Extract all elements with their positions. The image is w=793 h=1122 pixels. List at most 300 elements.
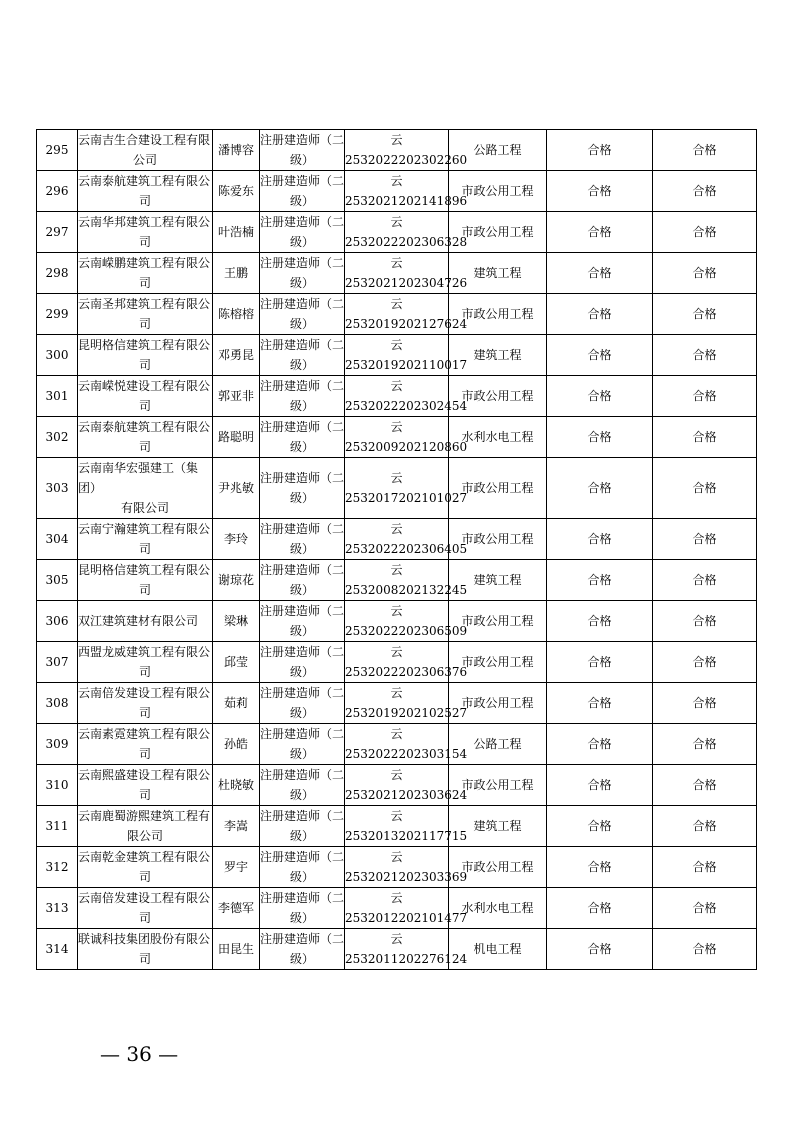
certificate-number: 2532022202306328	[345, 235, 468, 249]
company-cell	[78, 888, 213, 929]
company-name-line2: 司	[138, 747, 151, 761]
person-name-cell	[213, 253, 260, 294]
row-number-cell	[37, 294, 78, 335]
specialty: 市政公用工程	[461, 696, 534, 710]
company-name-line2: 司	[138, 235, 151, 249]
certificate-number: 2532011202276124	[345, 952, 468, 966]
qualification-line1: 注册建造师（二	[260, 891, 345, 905]
table-row	[37, 683, 757, 724]
result-2: 合格	[692, 430, 717, 444]
result-cell-1	[547, 335, 653, 376]
qualification-line1: 注册建造师（二	[260, 133, 345, 147]
qualification-line1: 注册建造师（二	[260, 338, 345, 352]
specialty: 水利水电工程	[461, 430, 534, 444]
row-number: 311	[45, 819, 69, 833]
specialty: 市政公用工程	[461, 225, 534, 239]
result-1: 合格	[587, 307, 612, 321]
company-name-line1: 联诚科技集团股份有限公	[78, 932, 211, 946]
company-cell	[78, 683, 213, 724]
result-cell-2	[653, 376, 757, 417]
company-name-line2: 司	[138, 194, 151, 208]
result-cell-2	[653, 888, 757, 929]
qualification-cell	[260, 458, 345, 519]
table-row	[37, 847, 757, 888]
result-1: 合格	[587, 143, 612, 157]
result-cell-2	[653, 560, 757, 601]
certificate-cell	[345, 683, 468, 724]
result-2: 合格	[692, 266, 717, 280]
company-cell	[78, 458, 213, 519]
company-name-line1: 云南倍发建设工程有限公	[78, 686, 211, 700]
person-name: 郭亚非	[217, 389, 254, 403]
qualification-cell	[260, 888, 345, 929]
company-name-line2: 司	[138, 317, 151, 331]
person-name-cell	[213, 417, 260, 458]
result-2: 合格	[692, 942, 717, 956]
person-name-cell	[213, 601, 260, 642]
result-cell-1	[547, 560, 653, 601]
qualification-cell	[260, 560, 345, 601]
row-number: 313	[45, 901, 69, 915]
company-cell	[78, 806, 213, 847]
row-number-cell	[37, 458, 78, 519]
certificate-cell	[345, 212, 468, 253]
table-row	[37, 642, 757, 683]
certificate-cell	[345, 929, 468, 970]
company-cell	[78, 847, 213, 888]
qualification-cell	[260, 212, 345, 253]
result-cell-1	[547, 683, 653, 724]
company-name-line2: 司	[138, 911, 151, 925]
company-cell	[78, 765, 213, 806]
result-cell-2	[653, 171, 757, 212]
person-name-cell	[213, 929, 260, 970]
qualification-line2: 级）	[289, 235, 314, 249]
person-name-cell	[213, 888, 260, 929]
certificate-number: 2532021202304726	[345, 276, 468, 290]
qualification-line2: 级）	[289, 399, 314, 413]
row-number-cell	[37, 806, 78, 847]
qualification-line1: 注册建造师（二	[260, 850, 345, 864]
certificate-number: 2532022202303154	[345, 747, 468, 761]
table-row	[37, 417, 757, 458]
table-row	[37, 519, 757, 560]
qualification-cell	[260, 376, 345, 417]
qualification-line1: 注册建造师（二	[260, 686, 345, 700]
company-name-line2: 有限公司	[120, 501, 169, 515]
company-name-line1: 云南泰航建筑工程有限公	[78, 174, 211, 188]
qualification-line2: 级）	[289, 911, 314, 925]
result-cell-1	[547, 601, 653, 642]
company-cell	[78, 171, 213, 212]
certificate-prefix: 云	[390, 932, 403, 946]
row-number-cell	[37, 376, 78, 417]
row-number: 310	[45, 778, 69, 792]
qualification-line2: 级）	[289, 829, 314, 843]
certificate-cell	[345, 806, 468, 847]
certificate-number: 2532022202302260	[345, 153, 468, 167]
person-name: 路聪明	[217, 430, 254, 444]
result-cell-2	[653, 765, 757, 806]
result-cell-1	[547, 417, 653, 458]
company-cell	[78, 560, 213, 601]
company-name-line2: 司	[138, 583, 151, 597]
qualification-cell	[260, 806, 345, 847]
row-number-cell	[37, 335, 78, 376]
person-name: 陈榕榕	[217, 307, 254, 321]
row-number: 314	[45, 942, 69, 956]
person-name: 梁琳	[223, 614, 248, 628]
result-2: 合格	[692, 184, 717, 198]
qualification-line2: 级）	[289, 440, 314, 454]
row-number: 302	[45, 430, 69, 444]
company-name-line1: 云南华邦建筑工程有限公	[78, 215, 211, 229]
qualification-cell	[260, 683, 345, 724]
qualification-line1: 注册建造师（二	[260, 420, 345, 434]
company-cell	[78, 335, 213, 376]
company-name-line1: 云南圣邦建筑工程有限公	[78, 297, 211, 311]
result-cell-1	[547, 765, 653, 806]
result-2: 合格	[692, 819, 717, 833]
person-name-cell	[213, 335, 260, 376]
company-name-line1: 云南南华宏强建工（集团）	[78, 461, 199, 495]
row-number: 296	[45, 184, 69, 198]
certificate-prefix: 云	[390, 727, 403, 741]
row-number-cell	[37, 642, 78, 683]
certificate-prefix: 云	[390, 645, 403, 659]
qualification-cell	[260, 929, 345, 970]
person-name: 李嵩	[223, 819, 248, 833]
result-cell-1	[547, 806, 653, 847]
result-cell-2	[653, 519, 757, 560]
row-number: 305	[45, 573, 69, 587]
company-name-line1: 云南倍发建设工程有限公	[78, 891, 211, 905]
table-row	[37, 130, 757, 171]
person-name-cell	[213, 847, 260, 888]
result-2: 合格	[692, 614, 717, 628]
row-number-cell	[37, 253, 78, 294]
certificate-number: 2532008202132245	[345, 583, 468, 597]
result-2: 合格	[692, 481, 717, 495]
qualification-line1: 注册建造师（二	[260, 645, 345, 659]
result-2: 合格	[692, 225, 717, 239]
person-name: 李德军	[217, 901, 254, 915]
qualification-line2: 级）	[289, 706, 314, 720]
qualification-line2: 级）	[289, 491, 314, 505]
result-cell-1	[547, 253, 653, 294]
person-name: 孙皓	[223, 737, 248, 751]
row-number: 309	[45, 737, 69, 751]
table-row	[37, 724, 757, 765]
result-1: 合格	[587, 819, 612, 833]
row-number-cell	[37, 171, 78, 212]
certificate-cell	[345, 130, 468, 171]
result-1: 合格	[587, 942, 612, 956]
row-number: 295	[45, 143, 69, 157]
certificate-number: 2532012202101477	[345, 911, 468, 925]
table-row	[37, 560, 757, 601]
result-1: 合格	[587, 430, 612, 444]
company-name-line2: 司	[138, 952, 151, 966]
company-name-line1: 云南吉生合建设工程有限	[78, 133, 211, 147]
certificate-cell	[345, 458, 468, 519]
certificate-prefix: 云	[390, 215, 403, 229]
result-cell-1	[547, 171, 653, 212]
specialty: 市政公用工程	[461, 655, 534, 669]
certificate-prefix: 云	[390, 338, 403, 352]
result-1: 合格	[587, 266, 612, 280]
qualification-line1: 注册建造师（二	[260, 522, 345, 536]
table-row	[37, 601, 757, 642]
qualification-line1: 注册建造师（二	[260, 215, 345, 229]
row-number-cell	[37, 417, 78, 458]
qualification-cell	[260, 519, 345, 560]
qualification-cell	[260, 642, 345, 683]
certificate-prefix: 云	[390, 133, 403, 147]
person-name-cell	[213, 212, 260, 253]
result-cell-2	[653, 724, 757, 765]
person-name: 邓勇昆	[217, 348, 254, 362]
row-number-cell	[37, 601, 78, 642]
result-cell-1	[547, 294, 653, 335]
registration-table	[36, 129, 757, 970]
result-2: 合格	[692, 573, 717, 587]
company-name-line2: 司	[138, 358, 151, 372]
result-cell-2	[653, 458, 757, 519]
certificate-cell	[345, 888, 468, 929]
company-name-line1: 云南泰航建筑工程有限公	[78, 420, 211, 434]
company-name-line1: 云南素霓建筑工程有限公	[78, 727, 211, 741]
person-name: 尹兆敏	[217, 481, 254, 495]
result-1: 合格	[587, 901, 612, 915]
result-1: 合格	[587, 655, 612, 669]
person-name: 李玲	[223, 532, 248, 546]
row-number: 307	[45, 655, 69, 669]
qualification-line1: 注册建造师（二	[260, 768, 345, 782]
row-number: 304	[45, 532, 69, 546]
specialty: 市政公用工程	[461, 778, 534, 792]
result-cell-2	[653, 294, 757, 335]
table-row	[37, 294, 757, 335]
result-2: 合格	[692, 778, 717, 792]
person-name: 叶浩楠	[217, 225, 254, 239]
table-row	[37, 335, 757, 376]
row-number-cell	[37, 212, 78, 253]
company-name-line1: 云南鹿蜀游熙建筑工程有	[78, 809, 211, 823]
person-name-cell	[213, 683, 260, 724]
company-cell	[78, 212, 213, 253]
qualification-cell	[260, 335, 345, 376]
company-name-line2: 司	[138, 399, 151, 413]
company-name-line1: 昆明格信建筑工程有限公	[78, 563, 211, 577]
result-1: 合格	[587, 614, 612, 628]
person-name: 田昆生	[217, 942, 254, 956]
qualification-line2: 级）	[289, 624, 314, 638]
table-row	[37, 765, 757, 806]
certificate-number: 2532022202306405	[345, 542, 468, 556]
certificate-number: 2532021202303624	[345, 788, 468, 802]
row-number: 297	[45, 225, 69, 239]
qualification-line1: 注册建造师（二	[260, 932, 345, 946]
result-1: 合格	[587, 532, 612, 546]
company-name-line2: 司	[138, 706, 151, 720]
company-name-line1: 云南乾金建筑工程有限公	[78, 850, 211, 864]
certificate-number: 2532022202306509	[345, 624, 468, 638]
specialty: 公路工程	[473, 143, 522, 157]
result-1: 合格	[587, 573, 612, 587]
company-cell	[78, 519, 213, 560]
certificate-prefix: 云	[390, 809, 403, 823]
qualification-line1: 注册建造师（二	[260, 297, 345, 311]
qualification-cell	[260, 171, 345, 212]
qualification-line2: 级）	[289, 153, 314, 167]
qualification-line2: 级）	[289, 194, 314, 208]
certificate-cell	[345, 601, 468, 642]
certificate-prefix: 云	[390, 604, 403, 618]
result-2: 合格	[692, 737, 717, 751]
company-name-line2: 限公司	[126, 829, 163, 843]
certificate-number: 2532009202120860	[345, 440, 468, 454]
result-cell-1	[547, 458, 653, 519]
company-cell	[78, 601, 213, 642]
company-name-line2: 司	[138, 870, 151, 884]
specialty: 建筑工程	[473, 348, 522, 362]
certificate-prefix: 云	[390, 174, 403, 188]
company-name-line2: 公司	[132, 153, 157, 167]
certificate-prefix: 云	[390, 297, 403, 311]
person-name: 潘博容	[217, 143, 254, 157]
company-cell	[78, 130, 213, 171]
row-number: 298	[45, 266, 69, 280]
table-row	[37, 806, 757, 847]
company-name-line2: 司	[138, 440, 151, 454]
result-1: 合格	[587, 778, 612, 792]
result-cell-1	[547, 724, 653, 765]
certificate-number: 2532017202101027	[345, 491, 468, 505]
result-1: 合格	[587, 860, 612, 874]
specialty: 市政公用工程	[461, 532, 534, 546]
qualification-cell	[260, 601, 345, 642]
certificate-cell	[345, 560, 468, 601]
result-cell-2	[653, 212, 757, 253]
qualification-line2: 级）	[289, 542, 314, 556]
result-1: 合格	[587, 389, 612, 403]
result-cell-1	[547, 519, 653, 560]
person-name-cell	[213, 806, 260, 847]
row-number-cell	[37, 560, 78, 601]
certificate-cell	[345, 376, 468, 417]
row-number-cell	[37, 724, 78, 765]
certificate-cell	[345, 335, 468, 376]
result-2: 合格	[692, 532, 717, 546]
person-name-cell	[213, 294, 260, 335]
result-1: 合格	[587, 184, 612, 198]
specialty: 建筑工程	[473, 573, 522, 587]
row-number: 308	[45, 696, 69, 710]
result-cell-2	[653, 642, 757, 683]
result-2: 合格	[692, 696, 717, 710]
result-cell-1	[547, 376, 653, 417]
table-row	[37, 458, 757, 519]
result-cell-1	[547, 888, 653, 929]
certificate-cell	[345, 294, 468, 335]
qualification-cell	[260, 417, 345, 458]
certificate-number: 2532019202102527	[345, 706, 468, 720]
row-number: 301	[45, 389, 69, 403]
specialty: 公路工程	[473, 737, 522, 751]
result-2: 合格	[692, 143, 717, 157]
result-cell-1	[547, 130, 653, 171]
person-name: 茹莉	[223, 696, 248, 710]
table-row	[37, 171, 757, 212]
qualification-line1: 注册建造师（二	[260, 471, 345, 485]
person-name-cell	[213, 724, 260, 765]
row-number: 299	[45, 307, 69, 321]
certificate-prefix: 云	[390, 768, 403, 782]
result-2: 合格	[692, 860, 717, 874]
person-name-cell	[213, 560, 260, 601]
certificate-cell	[345, 642, 468, 683]
result-cell-1	[547, 847, 653, 888]
person-name-cell	[213, 765, 260, 806]
row-number-cell	[37, 683, 78, 724]
result-cell-2	[653, 847, 757, 888]
certificate-number: 2532022202306376	[345, 665, 468, 679]
company-cell	[78, 376, 213, 417]
certificate-number: 2532019202127624	[345, 317, 468, 331]
qualification-cell	[260, 294, 345, 335]
row-number-cell	[37, 519, 78, 560]
table-row	[37, 253, 757, 294]
company-cell	[78, 929, 213, 970]
result-cell-1	[547, 212, 653, 253]
person-name-cell	[213, 171, 260, 212]
person-name: 王鹏	[223, 266, 248, 280]
specialty: 市政公用工程	[461, 307, 534, 321]
company-cell	[78, 294, 213, 335]
person-name-cell	[213, 519, 260, 560]
qualification-cell	[260, 847, 345, 888]
result-cell-2	[653, 417, 757, 458]
person-name: 谢琼花	[217, 573, 254, 587]
qualification-cell	[260, 130, 345, 171]
result-cell-1	[547, 642, 653, 683]
qualification-line2: 级）	[289, 747, 314, 761]
certificate-prefix: 云	[390, 563, 403, 577]
specialty: 市政公用工程	[461, 481, 534, 495]
result-1: 合格	[587, 737, 612, 751]
result-cell-2	[653, 929, 757, 970]
row-number-cell	[37, 130, 78, 171]
row-number-cell	[37, 929, 78, 970]
result-1: 合格	[587, 481, 612, 495]
qualification-line1: 注册建造师（二	[260, 563, 345, 577]
certificate-prefix: 云	[390, 891, 403, 905]
person-name: 杜晓敏	[217, 778, 254, 792]
specialty: 机电工程	[473, 942, 522, 956]
company-name-line1: 云南嵘鹏建筑工程有限公	[78, 256, 211, 270]
certificate-cell	[345, 171, 468, 212]
certificate-prefix: 云	[390, 420, 403, 434]
qualification-line2: 级）	[289, 952, 314, 966]
company-name-line2: 司	[138, 665, 151, 679]
result-cell-2	[653, 253, 757, 294]
certificate-prefix: 云	[390, 379, 403, 393]
certificate-cell	[345, 519, 468, 560]
result-cell-2	[653, 683, 757, 724]
company-name-line2: 司	[138, 542, 151, 556]
certificate-number: 2532019202110017	[345, 358, 468, 372]
